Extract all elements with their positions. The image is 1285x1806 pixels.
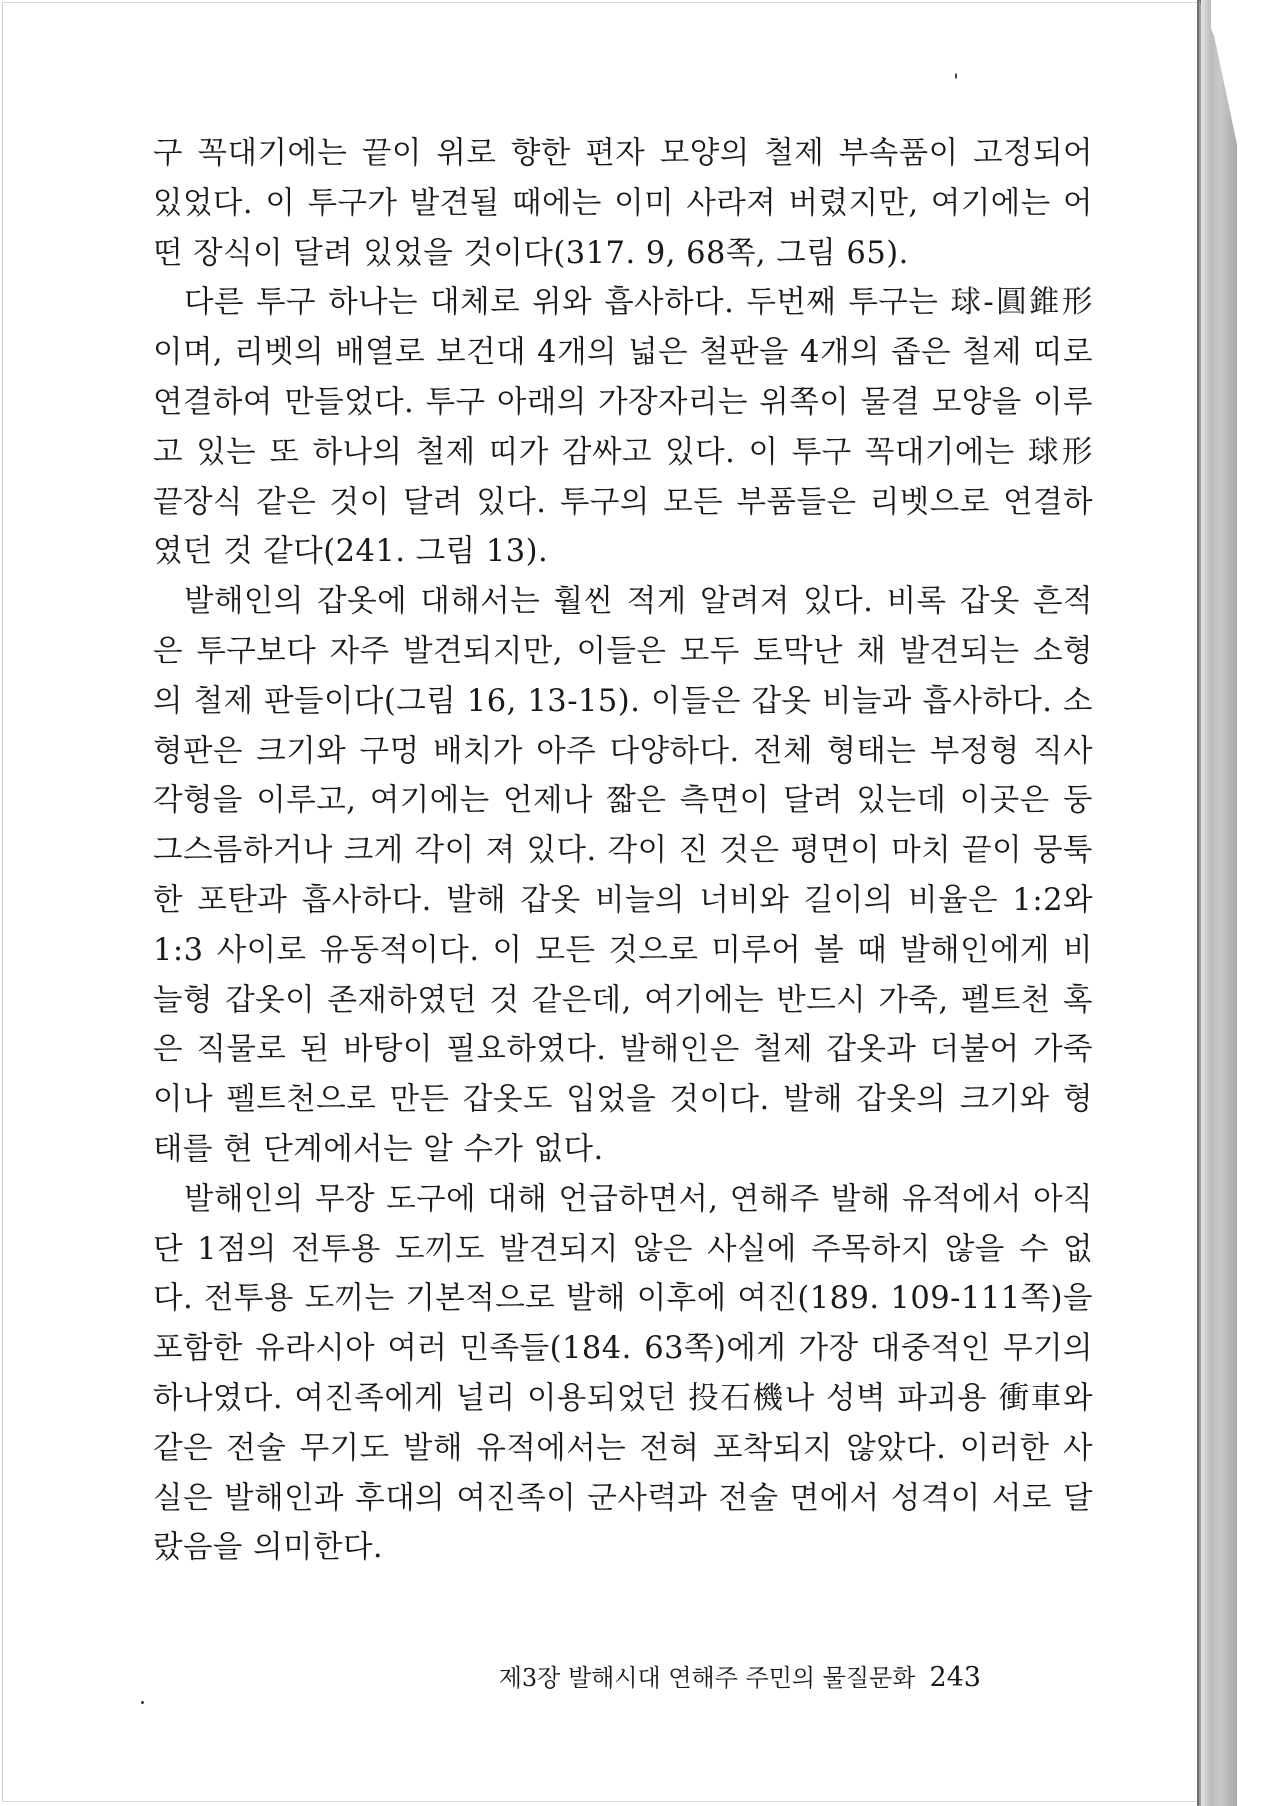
chapter-title: 제3장 발해시대 연해주 주민의 물질문화: [498, 1664, 916, 1692]
running-footer: [499, 1658, 981, 1693]
page-stack-inner: [1201, 0, 1211, 1806]
paragraph: 발해인의 무장 도구에 대해 언급하면서, 연해주 발해 유적에서 아직 단 1점의 전투용 도끼도 발견되지 않은 사실에 주목하지 않을 수 없다. 전투용 도끼는 기본적으로 발해 이후에 여진(189. 109-111쪽)을 포함한 유라시아 여러 민족들(184. 63쪽)에게 가장 대중적인 무기의 하나였다. 여진족에게 널리 이용되었던 投石機나 성벽 파괴용 衝車와 같은 전술 무기도 발해 유적에서는 전혀 포착되지 않았다. 이러한 사실은 발해인과 후대의 여진족이 군사력과 전술 면에서 성격이 서로 달랐음을 의미한다.: [153, 1181, 1093, 1566]
paragraph: 다른 투구 하나는 대체로 위와 흡사하다. 두번째 투구는 球-圓錐形이며, 리벳의 배열로 보건대 4개의 넓은 철판을 4개의 좁은 철제 띠로 연결하여 만들었다. 투구 아래의 가장자리는 위쪽이 물결 모양을 이루고 있는 또 하나의 철제 띠가 감싸고 있다. 이 투구 꼭대기에는 球形 끝장식 같은 것이 달려 있다. 투구의 모든 부품들은 리벳으로 연결하였던 것 같다(241. 그림 13).: [153, 285, 1093, 570]
scan-speck: [955, 73, 957, 79]
scan-speck: [141, 1701, 144, 1704]
paragraph: 구 꼭대기에는 끝이 위로 향한 편자 모양의 철제 부속품이 고정되어 있었다. 이 투구가 발견될 때에는 이미 사라져 버렸지만, 여기에는 어떤 장식이 달려 있었을 것이다(317. 9, 68쪽, 그림 65).: [153, 136, 1093, 271]
book-page: [2, 2, 1199, 1802]
body-text: [153, 129, 1093, 1573]
paragraph: 발해인의 갑옷에 대해서는 훨씬 적게 알려져 있다. 비록 갑옷 흔적은 투구보다 자주 발견되지만, 이들은 모두 토막난 채 발견되는 소형의 철제 판들이다(그림 16, 13-15). 이들은 갑옷 비늘과 흡사하다. 소형판은 크기와 구멍 배치가 아주 다양하다. 전체 형태는 부정형 직사각형을 이루고, 여기에는 언제나 짧은 측면이 달려 있는데 이곳은 둥그스름하거나 크게 각이 져 있다. 각이 진 것은 평면이 마치 끝이 뭉툭한 포탄과 흡사하다. 발해 갑옷 비늘의 너비와 길이의 비율은 1:2와 1:3 사이로 유동적이다. 이 모든 것으로 미루어 볼 때 발해인에게 비늘형 갑옷이 존재하였던 것 같은데, 여기에는 반드시 가죽, 펠트천 혹은 직물로 된 바탕이 필요하였다. 발해인은 철제 갑옷과 더불어 가죽이나 펠트천으로 만든 갑옷도 입었을 것이다. 발해 갑옷의 크기와 형태를 현 단계에서는 알 수가 없다.: [153, 584, 1093, 1167]
page-number: 243: [929, 1662, 981, 1693]
